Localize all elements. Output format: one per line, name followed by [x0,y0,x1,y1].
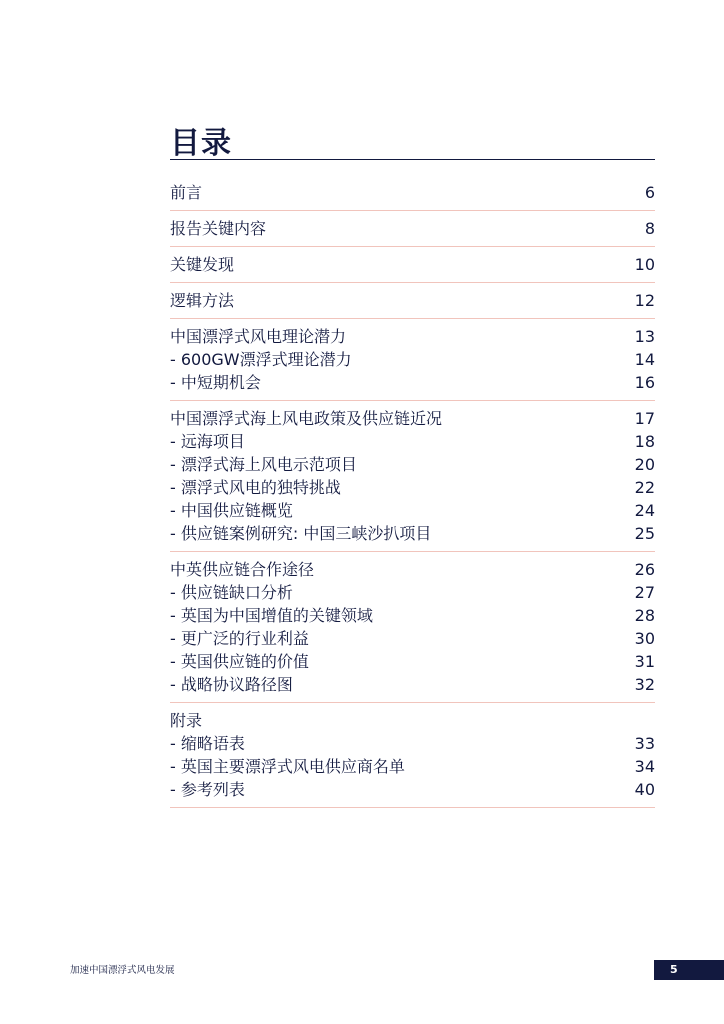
toc-entry-page: 22 [634,478,655,497]
toc-entry-page: 27 [634,583,655,602]
toc-entry-page: 12 [634,291,655,310]
table-of-contents [170,175,655,808]
toc-entry[interactable] [170,732,655,755]
toc-entry-page: 24 [634,501,655,520]
toc-entry-label: - 英国供应链的价值 [170,652,309,671]
toc-group [170,319,655,401]
toc-entry[interactable] [170,325,655,348]
toc-group [170,247,655,283]
toc-entry[interactable] [170,181,655,204]
toc-entry-label: 关键发现 [170,255,235,274]
toc-entry-label: 中国漂浮式风电理论潜力 [170,327,347,346]
toc-entry-label: - 参考列表 [170,780,245,799]
toc-entry-label: - 缩略语表 [170,734,245,753]
toc-entry-label: 报告关键内容 [170,219,267,238]
toc-entry-label: - 漂浮式海上风电示范项目 [170,455,357,474]
toc-entry-page: 18 [634,432,655,451]
toc-entry-page: 17 [634,409,655,428]
toc-entry[interactable] [170,650,655,673]
toc-entry[interactable] [170,522,655,545]
toc-entry[interactable] [170,476,655,499]
toc-entry-label: 前言 [170,183,203,202]
toc-entry-page: 13 [634,327,655,346]
toc-section-heading: 附录 [170,711,203,730]
footer-report-title: 加速中国漂浮式风电发展 [70,965,175,976]
toc-entry[interactable] [170,407,655,430]
toc-entry-page: 32 [634,675,655,694]
title-rule [170,159,655,160]
page-title: 目录 [170,126,232,161]
toc-entry-page: 33 [634,734,655,753]
toc-entry[interactable] [170,217,655,240]
toc-entry[interactable] [170,430,655,453]
toc-entry[interactable] [170,673,655,696]
page-number-badge: 5 [654,960,724,980]
toc-entry-page: 30 [634,629,655,648]
toc-entry [170,709,655,732]
toc-entry-label: 中国漂浮式海上风电政策及供应链近况 [170,409,443,428]
toc-entry[interactable] [170,627,655,650]
toc-entry-page: 26 [634,560,655,579]
toc-group [170,552,655,703]
toc-entry-label: 中英供应链合作途径 [170,560,315,579]
toc-entry[interactable] [170,253,655,276]
toc-entry[interactable] [170,371,655,394]
toc-entry-label: 逻辑方法 [170,291,235,310]
toc-entry-label: - 600GW漂浮式理论潜力 [170,350,352,369]
toc-group [170,175,655,211]
toc-entry-label: - 供应链案例研究: 中国三峡沙扒项目 [170,524,432,543]
toc-entry-page: 34 [634,757,655,776]
toc-entry[interactable] [170,499,655,522]
toc-group [170,401,655,552]
toc-entry[interactable] [170,348,655,371]
toc-entry-page: 14 [634,350,655,369]
toc-entry-page: 8 [644,219,655,238]
toc-entry-page: 10 [634,255,655,274]
toc-group [170,211,655,247]
toc-group [170,703,655,808]
toc-entry-label: - 战略协议路径图 [170,675,293,694]
toc-entry-label: - 漂浮式风电的独特挑战 [170,478,341,497]
toc-entry[interactable] [170,778,655,801]
toc-entry[interactable] [170,558,655,581]
toc-entry-page: 40 [634,780,655,799]
toc-entry[interactable] [170,453,655,476]
toc-group [170,283,655,319]
toc-entry-label: - 更广泛的行业利益 [170,629,309,648]
toc-entry-page: 28 [634,606,655,625]
toc-entry-page: 25 [634,524,655,543]
toc-entry[interactable] [170,289,655,312]
toc-entry[interactable] [170,755,655,778]
toc-entry-label: - 远海项目 [170,432,245,451]
toc-entry[interactable] [170,604,655,627]
toc-entry-label: - 中短期机会 [170,373,261,392]
toc-entry[interactable] [170,581,655,604]
toc-entry-label: - 供应链缺口分析 [170,583,293,602]
toc-entry-label: - 英国主要漂浮式风电供应商名单 [170,757,405,776]
toc-entry-page: 20 [634,455,655,474]
toc-entry-label: - 英国为中国增值的关键领域 [170,606,373,625]
toc-entry-label: - 中国供应链概览 [170,501,293,520]
toc-entry-page: 31 [634,652,655,671]
toc-entry-page: 16 [634,373,655,392]
toc-entry-page: 6 [644,183,655,202]
